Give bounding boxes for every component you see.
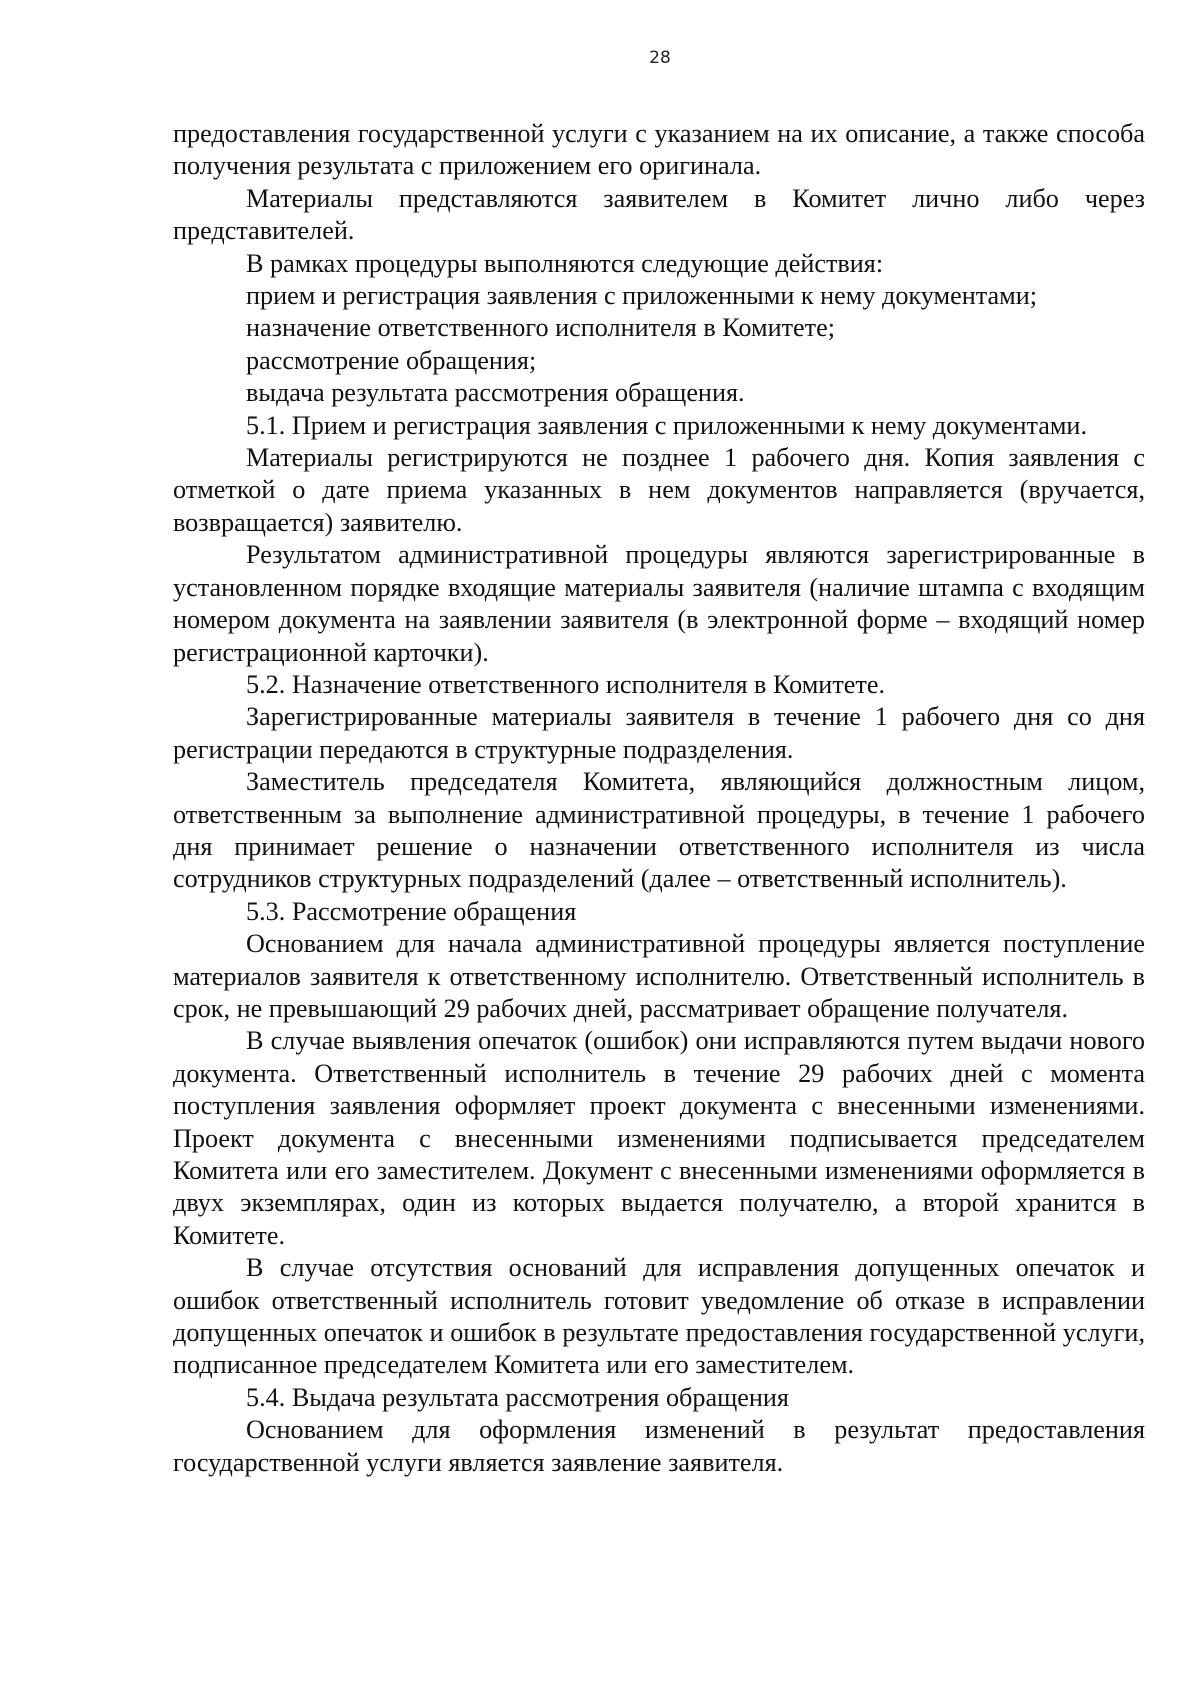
paragraph: Основанием для оформления изменений в результат предоставления государственной услуги является заявление заявителя.: [173, 1415, 1145, 1477]
document-body: [173, 118, 1145, 1479]
paragraph: В случае отсутствия оснований для исправления допущенных опечаток и ошибок ответственный исполнитель готовит уведомление об отказе в исправлении допущенных опечаток и ошибок в результате предоставления государственной услуги, подписанное председателем Комитета или его заместителем.: [173, 1253, 1145, 1380]
paragraph: Результатом административной процедуры являются зарегистрированные в установленном порядке входящие материалы заявителя (наличие штампа с входящим номером документа на заявлении заявителя (в электронной форме – входящий номер регистрационной карточки).: [173, 540, 1145, 667]
section-heading-5-4: 5.4. Выдача результата рассмотрения обращения: [246, 1382, 789, 1412]
page-number: 28: [649, 48, 671, 68]
paragraph: Основанием для начала административной процедуры является поступление материалов заявителя к ответственному исполнителю. Ответственный исполнитель в срок, не превышающий 29 рабочих дней, рассматривает обращение получателя.: [173, 929, 1145, 1023]
paragraph-continuation: предоставления государственной услуги с указанием на их описание, а также способа получения результата с приложением его оригинала.: [173, 119, 1145, 181]
list-item: назначение ответственного исполнителя в Комитете;: [246, 313, 835, 343]
paragraph: В рамках процедуры выполняются следующие действия:: [246, 248, 884, 278]
section-heading-5-3: 5.3. Рассмотрение обращения: [246, 896, 577, 926]
paragraph: В случае выявления опечаток (ошибок) они исправляются путем выдачи нового документа. Ответственный исполнитель в течение 29 рабочих дней с момента поступления заявления оформляет проект документа с внесенными изменениями. Проект документа с внесенными изменениями подписывается председателем Комитета или его заместителем. Документ с внесенными изменениями оформляется в двух экземплярах, один из которых выдается получателю, а второй хранится в Комитете.: [173, 1026, 1145, 1250]
list-item: рассмотрение обращения;: [246, 345, 537, 375]
paragraph: Материалы регистрируются не позднее 1 рабочего дня. Копия заявления с отметкой о дате приема указанных в нем документов направляется (вручается, возвращается) заявителю.: [173, 443, 1145, 537]
section-heading-5-2: 5.2. Назначение ответственного исполнителя в Комитете.: [246, 669, 885, 699]
paragraph: Заместитель председателя Комитета, являющийся должностным лицом, ответственным за выполнение административной процедуры, в течение 1 рабочего дня принимает решение о назначении ответственного исполнителя из числа сотрудников структурных подразделений (далее – ответственный исполнитель).: [173, 767, 1145, 894]
list-item: выдача результата рассмотрения обращения.: [246, 378, 745, 408]
list-item: прием и регистрация заявления с приложенными к нему документами;: [246, 281, 1037, 311]
paragraph: Зарегистрированные материалы заявителя в течение 1 рабочего дня со дня регистрации передаются в структурные подразделения.: [173, 702, 1145, 764]
paragraph: Материалы представляются заявителем в Комитет лично либо через представителей.: [173, 183, 1145, 246]
section-heading-5-1: 5.1. Прием и регистрация заявления с приложенными к нему документами.: [246, 410, 1087, 440]
